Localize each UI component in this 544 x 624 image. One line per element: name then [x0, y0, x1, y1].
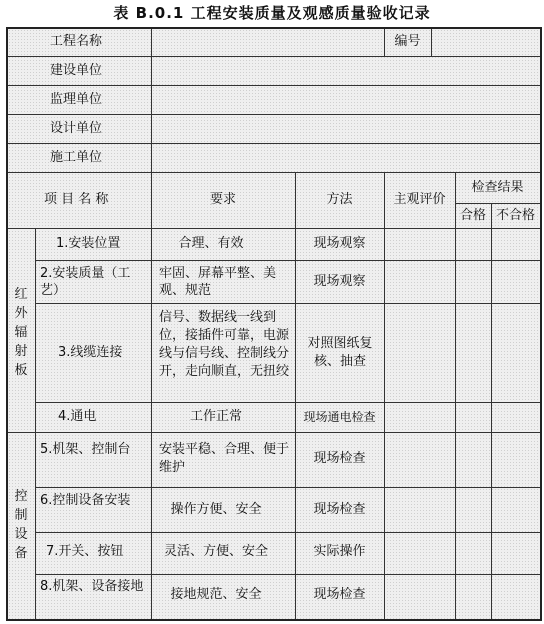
row-divider	[35, 532, 540, 533]
requirement-cell: 牢固、屏幕平整、美观、规范	[159, 266, 277, 298]
row-divider	[8, 85, 540, 86]
page-title: 表 B.0.1 工程安装质量及观感质量验收记录	[113, 4, 431, 22]
item-cell: 7.开关、按钮	[46, 544, 124, 559]
header-label: 监理单位	[50, 92, 103, 107]
row-divider	[8, 114, 540, 115]
col-header-subjective: 主观评价	[393, 192, 446, 207]
row-divider	[8, 56, 540, 57]
method-cell: 实际操作	[313, 544, 366, 559]
header-label: 工程名称	[50, 34, 103, 49]
requirement-cell: 安装平稳、合理、便于维护	[159, 442, 290, 475]
col-divider	[431, 29, 432, 56]
acceptance-record-table	[6, 27, 542, 621]
group-divider	[8, 432, 540, 433]
col-divider	[384, 172, 385, 619]
col-divider	[491, 203, 492, 619]
col-header-pass: 合格	[459, 208, 486, 223]
method-cell: 现场检查	[313, 502, 366, 517]
col-header-requirement: 要求	[209, 192, 236, 207]
col-header-item: 项 目 名 称	[44, 192, 109, 207]
requirement-cell: 操作方便、安全	[170, 502, 262, 517]
item-cell: 5.机架、控制台	[40, 442, 131, 457]
result-divider	[455, 203, 540, 204]
method-cell: 现场通电检查	[303, 410, 376, 424]
row-divider	[35, 402, 540, 403]
method-cell: 对照图纸复核、抽查	[307, 336, 373, 369]
col-header-fail: 不合格	[495, 208, 535, 223]
col-header-method: 方法	[326, 192, 353, 207]
col-divider	[151, 29, 152, 172]
method-cell: 现场观察	[313, 274, 366, 289]
row-divider	[8, 172, 540, 173]
item-cell: 3.线缆连接	[58, 345, 123, 360]
row-divider	[35, 303, 540, 304]
item-cell: 4.通电	[58, 409, 97, 424]
item-cell: 6.控制设备安装	[40, 493, 131, 508]
item-cell: 2.安装质量（工艺）	[40, 266, 131, 298]
method-cell: 现场检查	[313, 451, 366, 466]
header-label: 施工单位	[50, 150, 103, 165]
col-divider	[35, 228, 36, 619]
requirement-cell: 灵活、方便、安全	[163, 544, 268, 559]
row-divider	[8, 228, 540, 229]
col-header-result: 检查结果	[471, 180, 524, 195]
requirement-cell: 信号、数据线一线到位，接插件可靠，电源线与信号线、控制线分开，走向顺直，无扭绞	[159, 310, 290, 379]
group-label: 控制设备	[14, 489, 28, 561]
row-divider	[35, 260, 540, 261]
row-divider	[35, 574, 540, 575]
item-cell: 8.机架、设备接地	[40, 579, 144, 594]
method-cell: 现场观察	[313, 236, 366, 251]
header-label: 建设单位	[50, 63, 103, 78]
row-divider	[35, 487, 540, 488]
header-label: 设计单位	[50, 121, 103, 136]
item-cell: 1.安装位置	[56, 236, 121, 251]
method-cell: 现场检查	[313, 587, 366, 602]
requirement-cell: 接地规范、安全	[170, 587, 262, 602]
row-divider	[8, 143, 540, 144]
requirement-cell: 工作正常	[189, 409, 242, 424]
number-label: 编号	[394, 34, 421, 49]
requirement-cell: 合理、有效	[178, 236, 244, 251]
group-label: 红外辐射板	[14, 287, 28, 378]
col-divider	[455, 172, 456, 619]
